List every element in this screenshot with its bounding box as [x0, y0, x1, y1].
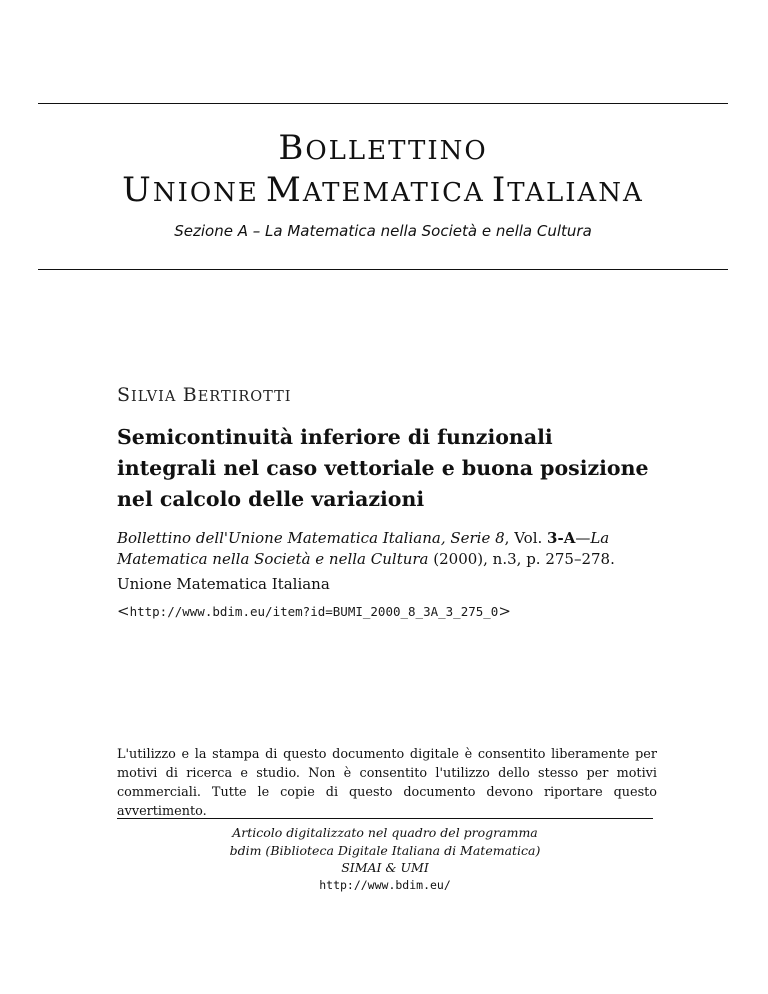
header-top-rule — [38, 103, 728, 104]
footer — [117, 824, 653, 894]
footer-url-link[interactable]: http://www.bdim.eu/ — [319, 877, 451, 892]
citation: Bollettino dell'Unione Matematica Italiana, Serie 8, Vol. 3-A—La Matematica nella Società e nella Cultura (2000), n.3, p. 275–278. — [117, 529, 615, 568]
footer-line1: Articolo digitalizzato nel quadro del programma — [232, 825, 538, 840]
journal-section: Sezione A – La Matematica nella Società e nella Cultura — [174, 222, 592, 240]
citation-journal: Bollettino dell'Unione Matematica Italiana, Serie 8 — [117, 529, 505, 547]
author-name: SILVIA BERTIROTTI — [117, 384, 292, 406]
article-url-link[interactable]: http://www.bdim.eu/item?id=BUMI_2000_8_3A_3_275_0 — [129, 604, 499, 619]
citation-volume: 3-A — [547, 529, 576, 547]
header-bottom-rule — [38, 269, 728, 270]
publisher: Unione Matematica Italiana — [117, 575, 330, 593]
footer-line3: SIMAI & UMI — [341, 860, 429, 875]
footer-line2: bdim (Biblioteca Digitale Italiana di Matematica) — [229, 842, 541, 858]
journal-title-line2: UNIONE MATEMATICA ITALIANA — [122, 170, 644, 210]
citation-details: (2000), n.3, p. 275–278. — [428, 550, 615, 568]
citation-section: La Matematica nella Società e nella Cultura — [117, 529, 610, 568]
journal-title-line1: BOLLETTINO — [278, 128, 488, 168]
article-url: <http://www.bdim.eu/item?id=BUMI_2000_8_3A_3_275_0> — [117, 602, 511, 620]
footer-rule — [117, 818, 653, 819]
article-title: Semicontinuità inferiore di funzionali integrali nel caso vettoriale e buona posizione nel calcolo delle variazioni — [117, 425, 649, 511]
usage-notice: L'utilizzo e la stampa di questo documento digitale è consentito liberamente per motivi di ricerca e studio. Non è consentito l'utilizzo dello stesso per motivi commerciali. Tutte le copie di questo documento devono riportare questo avvertimento. — [117, 747, 657, 819]
